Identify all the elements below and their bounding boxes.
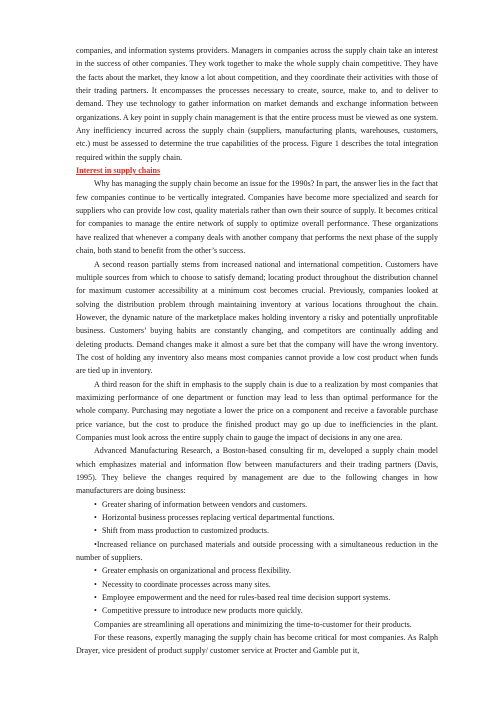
section-heading: Interest in supply chains: [76, 166, 161, 176]
bullet-glyph: •: [94, 606, 97, 616]
document-page: [76, 44, 438, 658]
bullet-item: • Greater sharing of information between vendors and customers.: [76, 498, 438, 511]
bullet-item: • Shift from mass production to customized products.: [76, 524, 438, 537]
bullet-glyph: •: [94, 593, 97, 603]
bullet-item: • Greater emphasis on organizational and process flexibility.: [76, 564, 438, 577]
bullet-item: • Necessity to coordinate processes across many sites.: [76, 578, 438, 591]
bullet-glyph: •: [94, 526, 97, 536]
bullet-item: • Competitive pressure to introduce new products more quickly.: [76, 604, 438, 617]
bullet-glyph: •: [94, 566, 97, 576]
paragraph-conclusion: For these reasons, expertly managing the supply chain has become critical for most companies. As Ralph Drayer, vice president of product supply/ customer service at Procter and Gamble put it,: [76, 633, 438, 656]
paragraph-intro: companies, and information systems providers. Managers in companies across the supply chain take an interest in the success of other companies. They work together to make the whole supply chain competitive. They have the facts about the market, they know a lot about competition, and they coordinate their activities with those of their trading partners. It encompasses the processes necessary to create, source, make to, and to deliver to demand. They use technology to gather information on market demands and exchange information between organizations. A key point in supply chain management is that the entire process must be viewed as one system. Any inefficiency incurred across the supply chain (suppliers, manufacturing plants, warehouses, customers, etc.) must be assessed to determine the true capabilities of the process. Figure 1 describes the total integration required within the supply chain.: [76, 46, 438, 162]
bullet-glyph: •: [94, 539, 97, 549]
paragraph-amr-model: Advanced Manufacturing Research, a Boston-based consulting fir m, developed a supply chain model which emphasizes material and information flow between manufacturers and their trading partners (Davis, 1995). They believe the changes required by management are due to the following changes in how manufacturers are doing business:: [76, 446, 438, 496]
paragraph-third-reason: A third reason for the shift in emphasis to the supply chain is due to a realization by most companies that maximizing performance of one department or function may lead to less than optimal performance for the whole company. Purchasing may negotiate a lower the price on a component and receive a favorable purchase price variance, but the cost to produce the finished product may go up due to inefficiencies in the plant. Companies must look across the entire supply chain to gauge the impact of decisions in any one area.: [76, 379, 438, 442]
bullet-glyph: •: [94, 499, 97, 509]
bullet-item: • Horizontal business processes replacing vertical departmental functions.: [76, 511, 438, 524]
bullet-item: • Employee empowerment and the need for rules-based real time decision support systems.: [76, 591, 438, 604]
bullet-item: •Increased reliance on purchased materials and outside processing with a simultaneous reduction in the number of suppliers.: [76, 539, 438, 563]
paragraph-streamlining: Companies are streamlining all operations and minimizing the time-to-customer for their products.: [94, 619, 412, 629]
bullet-list: [76, 498, 438, 618]
paragraph-first-reason: Why has managing the supply chain become an issue for the 1990s? In part, the answer lies in the fact that few companies continue to be vertically integrated. Companies have become more specialized and search for suppliers who can provide low cost, quality materials rather than own their source of supply. It becomes critical for companies to manage the entire network of supply to optimize overall performance. These organizations have realized that whenever a company deals with another company that performs the next phase of the supply chain, both stand to benefit from the other’s success.: [76, 179, 438, 256]
bullet-glyph: •: [94, 579, 97, 589]
paragraph-second-reason: A second reason partially stems from increased national and international competition. Customers have multiple sources from which to choose to satisfy demand; locating product throughout the distribution channel for maximum customer accessibility at a minimum cost becomes crucial. Previously, companies looked at solving the distribution problem through maintaining inventory at various locations throughout the chain. However, the dynamic nature of the marketplace makes holding inventory a risky and potentially unprofitable business. Customers’ buying habits are constantly changing, and competitors are continually adding and deleting products. Demand changes make it almost a sure bet that the company will have the wrong inventory. The cost of holding any inventory also means most companies cannot provide a low cost product when funds are tied up in inventory.: [76, 259, 438, 376]
bullet-glyph: •: [94, 513, 97, 523]
